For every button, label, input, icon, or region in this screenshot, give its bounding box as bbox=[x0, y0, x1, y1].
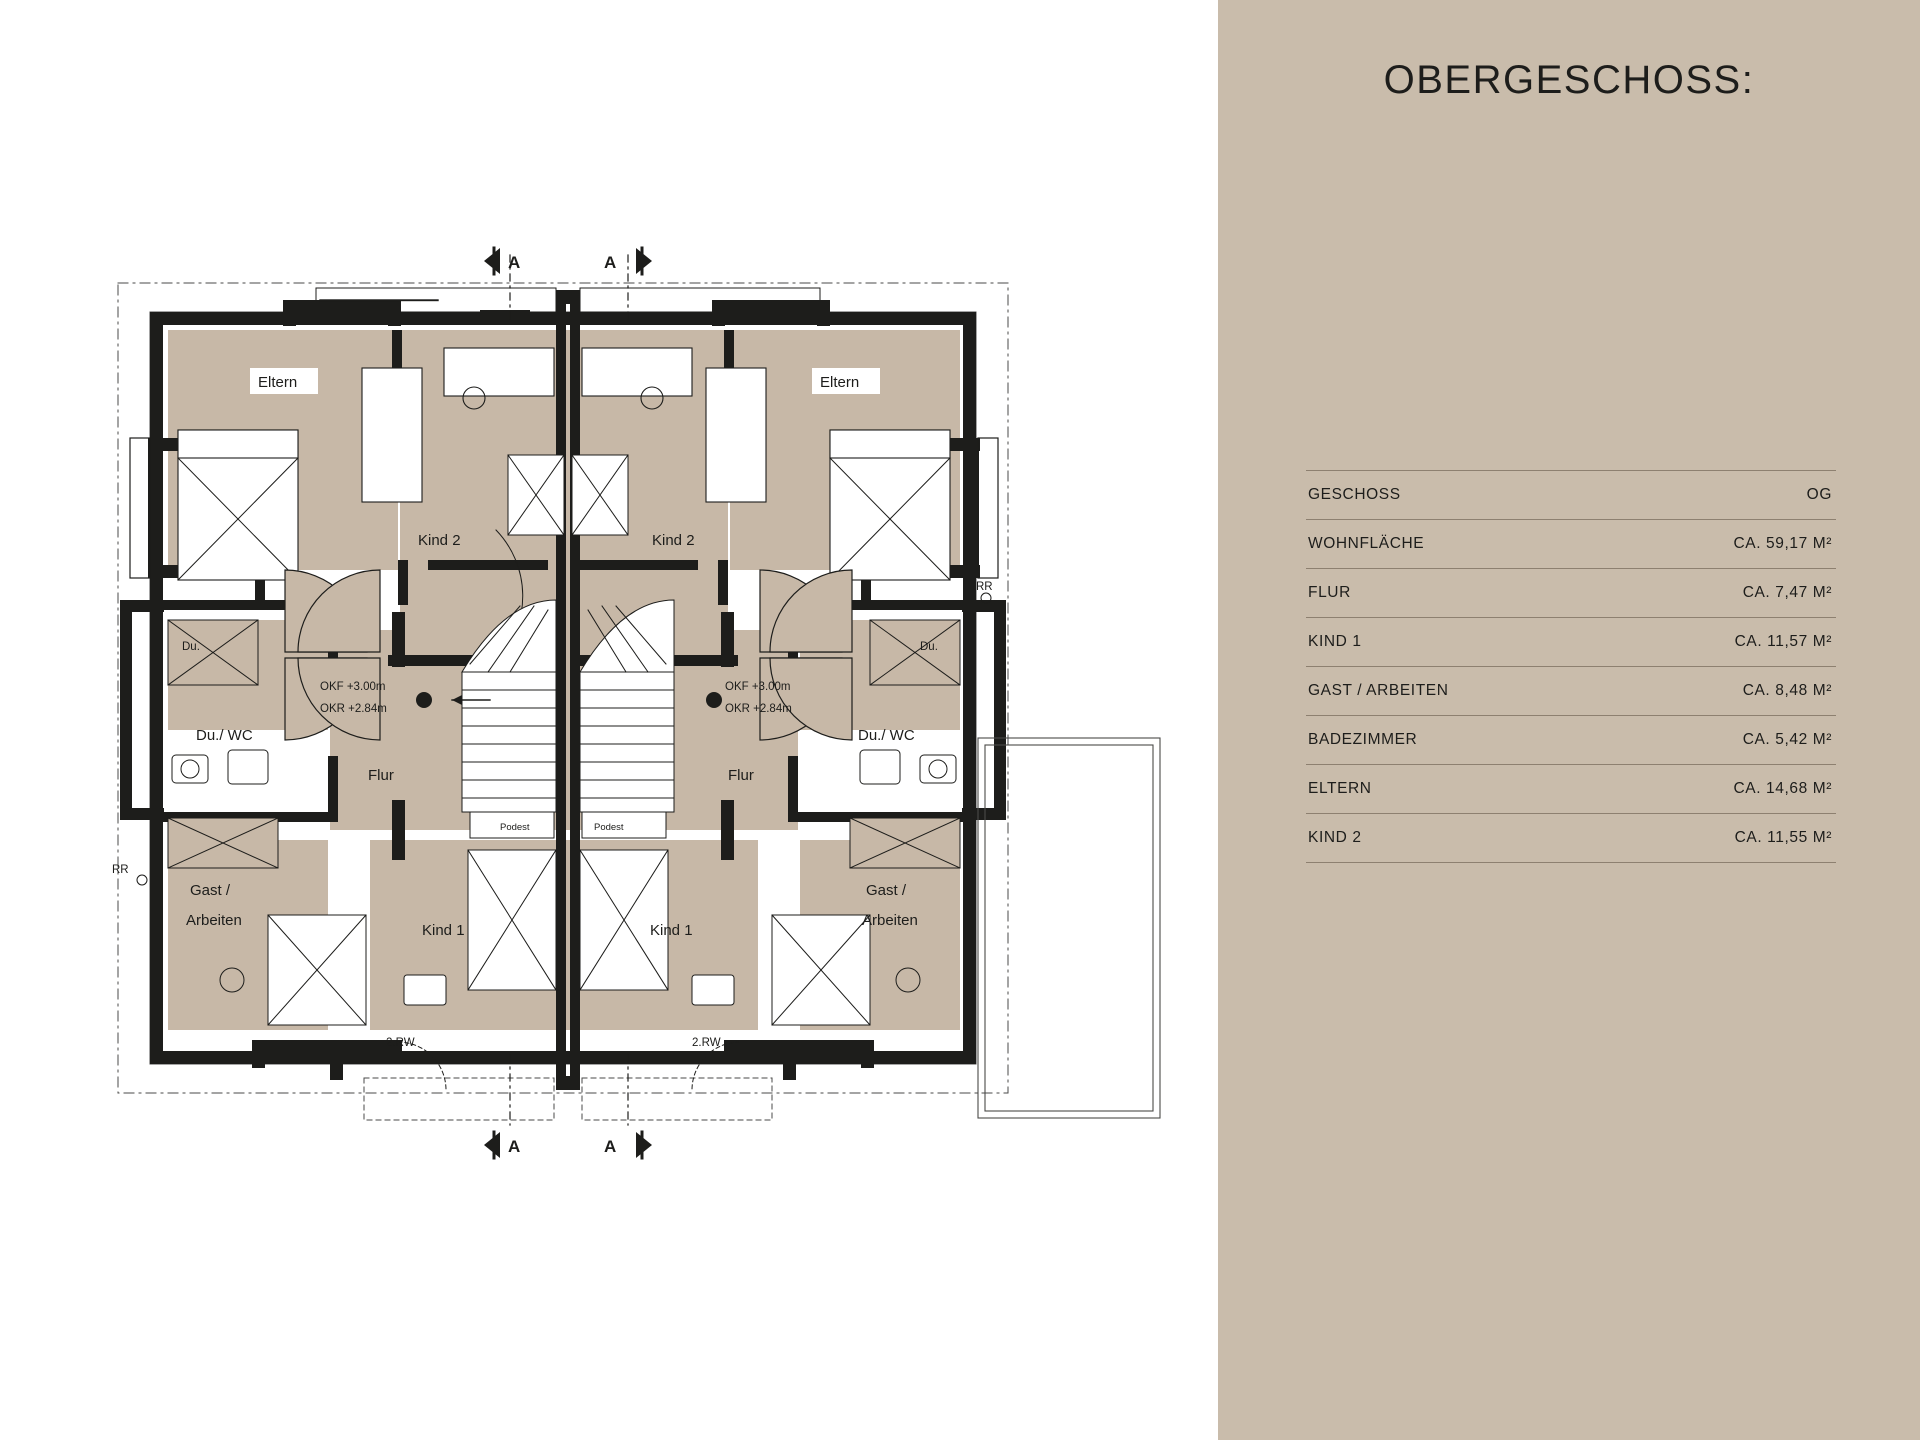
room-label-eltern-left: Eltern bbox=[258, 374, 298, 391]
label-rr-left: RR bbox=[112, 864, 129, 876]
label-2rw-right: 2.RW bbox=[692, 1037, 721, 1049]
room-label-duwc-left: Du./ WC bbox=[196, 727, 253, 744]
spec-key: FLUR bbox=[1306, 569, 1614, 618]
table-row bbox=[1306, 716, 1836, 765]
room-label-du-left: Du. bbox=[182, 641, 200, 653]
stair-label-podest-right: Podest bbox=[594, 822, 624, 833]
spec-key: BADEZIMMER bbox=[1306, 716, 1614, 765]
section-mark-bottom-right: A bbox=[604, 1137, 617, 1156]
room-label-kind2-left: Kind 2 bbox=[418, 532, 461, 549]
spec-value: CA. 14,68 M² bbox=[1614, 765, 1836, 814]
spec-key: GESCHOSS bbox=[1306, 471, 1614, 520]
room-label-eltern-right: Eltern bbox=[820, 374, 860, 391]
table-row bbox=[1306, 765, 1836, 814]
info-panel bbox=[1218, 0, 1920, 1440]
spec-value: OG bbox=[1614, 471, 1836, 520]
level-label-okr-right: OKR +2.84m bbox=[725, 703, 792, 715]
table-row bbox=[1306, 618, 1836, 667]
room-label-du-right: Du. bbox=[920, 641, 938, 653]
spec-table-body bbox=[1306, 471, 1836, 863]
section-mark-bottom-left: A bbox=[508, 1137, 521, 1156]
room-label-arbeiten-right: Arbeiten bbox=[862, 912, 918, 929]
spec-key: WOHNFLÄCHE bbox=[1306, 520, 1614, 569]
level-label-okf-right: OKF +3.00m bbox=[725, 681, 791, 693]
label-2rw-left: 2.RW bbox=[386, 1037, 415, 1049]
level-label-okf-left: OKF +3.00m bbox=[320, 681, 386, 693]
room-label-duwc-right: Du./ WC bbox=[858, 727, 915, 744]
section-mark-top-right: A bbox=[604, 253, 617, 272]
room-label-kind1-right: Kind 1 bbox=[650, 922, 693, 939]
label-rr-right: RR bbox=[976, 581, 993, 593]
room-label-kind2-right: Kind 2 bbox=[652, 532, 695, 549]
spec-value: CA. 5,42 M² bbox=[1614, 716, 1836, 765]
spec-value: CA. 7,47 M² bbox=[1614, 569, 1836, 618]
room-label-kind1-left: Kind 1 bbox=[422, 922, 465, 939]
room-label-flur-right: Flur bbox=[728, 767, 754, 784]
spec-key: KIND 2 bbox=[1306, 814, 1614, 863]
room-label-gast-left: Gast / bbox=[190, 882, 231, 899]
room-label-gast-right: Gast / bbox=[866, 882, 907, 899]
spec-value: CA. 11,55 M² bbox=[1614, 814, 1836, 863]
spec-key: ELTERN bbox=[1306, 765, 1614, 814]
spec-value: CA. 11,57 M² bbox=[1614, 618, 1836, 667]
specification-table bbox=[1306, 470, 1836, 863]
level-label-okr-left: OKR +2.84m bbox=[320, 703, 387, 715]
table-row bbox=[1306, 569, 1836, 618]
room-label-arbeiten-left: Arbeiten bbox=[186, 912, 242, 929]
table-row bbox=[1306, 471, 1836, 520]
table-row bbox=[1306, 520, 1836, 569]
section-mark-top-left: A bbox=[508, 253, 521, 272]
table-row bbox=[1306, 814, 1836, 863]
page-title: OBERGESCHOSS: bbox=[1383, 58, 1755, 102]
spec-key: KIND 1 bbox=[1306, 618, 1614, 667]
table-row bbox=[1306, 667, 1836, 716]
stair-label-podest-left: Podest bbox=[500, 822, 530, 833]
spec-value: CA. 8,48 M² bbox=[1614, 667, 1836, 716]
room-label-flur-left: Flur bbox=[368, 767, 394, 784]
spec-value: CA. 59,17 M² bbox=[1614, 520, 1836, 569]
spec-key: GAST / ARBEITEN bbox=[1306, 667, 1614, 716]
